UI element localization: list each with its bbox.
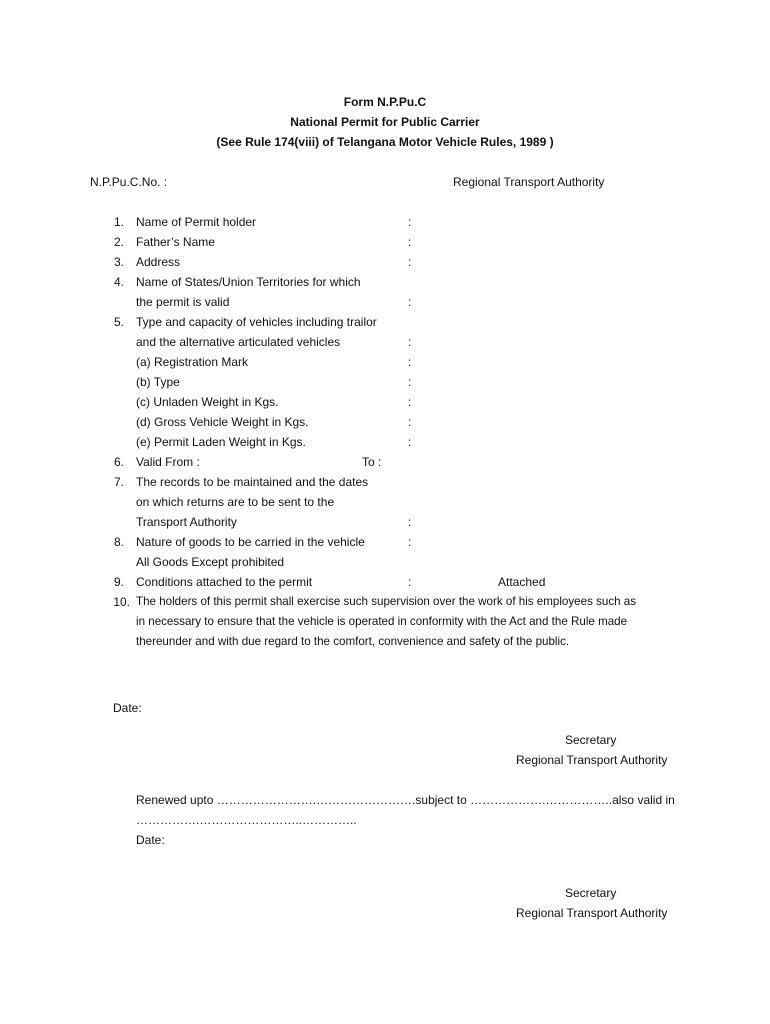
item-number: 1. — [113, 215, 124, 229]
item-colon: : — [408, 515, 412, 529]
secretary-title: Secretary — [565, 733, 617, 747]
item-label-continued: Transport Authority — [136, 515, 237, 529]
item-number: 8. — [113, 535, 124, 549]
item-label: Name of Permit holder — [136, 215, 257, 229]
item-number: 9. — [113, 575, 124, 589]
valid-from-label: Valid From : — [136, 455, 200, 469]
secretary-title-renewal: Secretary — [565, 886, 617, 900]
item-number: 7. — [113, 475, 124, 489]
subitem-laden-weight: (e) Permit Laden Weight in Kgs. — [136, 435, 306, 449]
item-number: 2. — [113, 235, 124, 249]
secretary-authority: Regional Transport Authority — [516, 753, 668, 767]
item-label: Conditions attached to the permit — [136, 575, 313, 589]
subitem-colon: : — [408, 435, 412, 449]
item-paragraph: thereunder and with due regard to the comfort, convenience and safety of the public. — [136, 635, 570, 648]
subitem-colon: : — [408, 395, 412, 409]
item-colon: : — [408, 535, 412, 549]
form-code: Form N.P.Pu.C — [343, 95, 427, 109]
item-colon: : — [408, 335, 412, 349]
form-title: National Permit for Public Carrier — [290, 115, 480, 129]
authority-label: Regional Transport Authority — [453, 175, 605, 189]
item-colon: : — [408, 575, 412, 589]
item-number: 10. — [113, 595, 130, 609]
item-label-continued: and the alternative articulated vehicles — [136, 335, 341, 349]
date-label: Date: — [113, 701, 142, 715]
item-colon: : — [408, 255, 412, 269]
item-label: Father’s Name — [136, 235, 215, 249]
conditions-value: Attached — [498, 575, 546, 589]
renewal-line: Renewed upto …………………….…………………….subject to ……………….……………..also valid in — [136, 793, 675, 807]
item-label: Type and capacity of vehicles including trailor — [136, 315, 377, 329]
item-colon: : — [408, 235, 412, 249]
subitem-gross-weight: (d) Gross Vehicle Weight in Kgs. — [136, 415, 309, 429]
renewal-date-label: Date: — [136, 833, 165, 847]
subitem-unladen-weight: (c) Unladen Weight in Kgs. — [136, 395, 279, 409]
item-paragraph: The holders of this permit shall exercise such supervision over the work of his employees such as — [136, 595, 637, 608]
valid-to-label: To : — [362, 455, 382, 469]
item-label-continued: the permit is valid — [136, 295, 230, 309]
item-number: 3. — [113, 255, 124, 269]
item-number: 4. — [113, 275, 124, 289]
subitem-colon: : — [408, 355, 412, 369]
subitem-registration-mark: (a) Registration Mark — [136, 355, 249, 369]
item-colon: : — [408, 295, 412, 309]
item-label-continued: All Goods Except prohibited — [136, 555, 285, 569]
item-colon: : — [408, 215, 412, 229]
item-paragraph: in necessary to ensure that the vehicle is operated in conformity with the Act and the Rule made — [136, 615, 628, 628]
item-label: Address — [136, 255, 181, 269]
item-number: 6. — [113, 455, 124, 469]
subitem-colon: : — [408, 375, 412, 389]
item-number: 5. — [113, 315, 124, 329]
rule-reference: (See Rule 174(viii) of Telangana Motor Vehicle Rules, 1989 ) — [216, 135, 554, 149]
secretary-authority-renewal: Regional Transport Authority — [516, 906, 668, 920]
item-label-continued: on which returns are to be sent to the — [136, 495, 335, 509]
item-label: Name of States/Union Territories for which — [136, 275, 361, 289]
item-label: Nature of goods to be carried in the vehicle — [136, 535, 365, 549]
permit-number-label: N.P.Pu.C.No. : — [90, 175, 168, 189]
renewal-line-continued: …………….……………………..………….. — [136, 813, 357, 827]
item-label: The records to be maintained and the dates — [136, 475, 369, 489]
subitem-colon: : — [408, 415, 412, 429]
subitem-type: (b) Type — [136, 375, 180, 389]
